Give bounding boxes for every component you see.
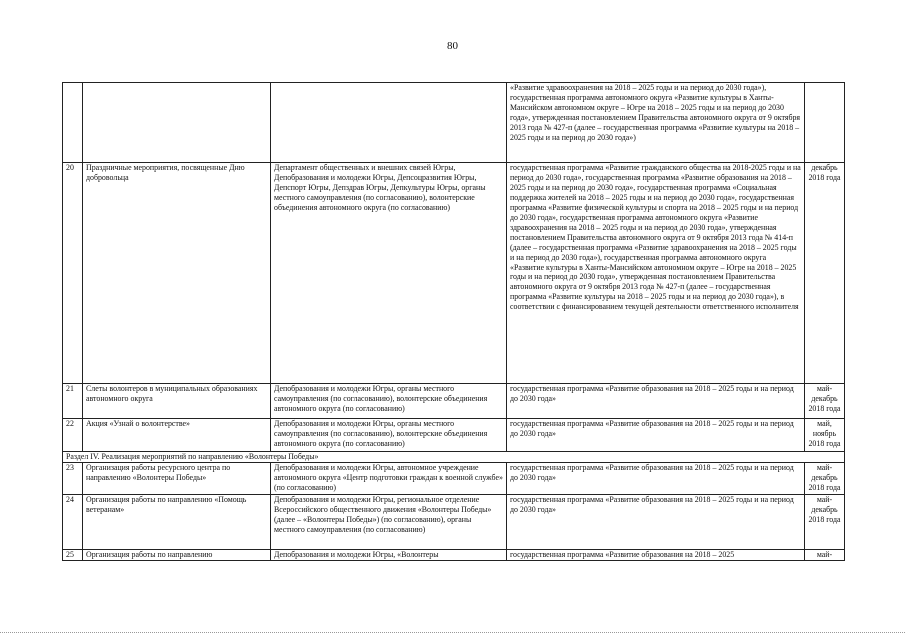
term-cell — [805, 83, 845, 163]
row-number: 21 — [63, 384, 83, 419]
financing-source-cell: государственная программа «Развитие образования на 2018 – 2025 — [507, 550, 805, 561]
executor-cell — [271, 83, 507, 163]
executor-cell: Депобразования и молодежи Югры, автономное учреждение автономного округа «Центр подготовки граждан к военной службе» (по согласованию) — [271, 463, 507, 495]
row-number: 24 — [63, 495, 83, 550]
table-row — [63, 495, 845, 550]
table-row — [63, 550, 845, 561]
executor-cell: Депобразования и молодежи Югры, «Волонтеры — [271, 550, 507, 561]
section-title: Раздел IV. Реализация мероприятий по направлению «Волонтеры Победы» — [63, 452, 845, 463]
row-number: 22 — [63, 419, 83, 452]
financing-source-cell: государственная программа «Развитие образования на 2018 – 2025 годы и на период до 2030 года» — [507, 384, 805, 419]
term-cell: декабрь 2018 года — [805, 163, 845, 384]
event-cell: Праздничные мероприятия, посвященные Дню добровольца — [83, 163, 271, 384]
table-row — [63, 83, 845, 163]
row-number: 20 — [63, 163, 83, 384]
term-cell: май-декабрь 2018 года — [805, 384, 845, 419]
term-cell: май-декабрь 2018 года — [805, 495, 845, 550]
financing-source-cell: «Развитие здравоохранения на 2018 – 2025 годы и на период до 2030 года»), государственная программа автономного округа «Развитие культуры в Ханты-Мансийском автономном округе – Югре на 2018 – 2025 годы и на период до 2030 года», утвержденная постановлением Правительства автономного округа от 9 октября 2013 года № 427-п (далее – государственная программа «Развитие культуры на 2018 – 2025 годы и на период до 2030 года») — [507, 83, 805, 163]
financing-source-cell: государственная программа «Развитие гражданского общества на 2018-2025 годы и на период до 2030 года», государственная программа «Развитие образования на 2018 – 2025 годы и на период до 2030 года», государственная программа «Социальная поддержка жителей на 2018 – 2025 годы и на период до 2030 года», государственная программа «Развитие физической культуры и спорта на 2018 – 2025 годы и на период до 2030 года», государственная программа автономного округа «Развитие здравоохранения на 2018 – 2025 годы и на период до 2030 года», утвержденная постановлением Правительства автономного округа от 9 октября 2013 года № 414-п (далее – государственная программа «Развитие здравоохранения на 2018 – 2025 годы и на период до 2030 года»), государственная программа автономного округа «Развитие культуры в Ханты-Мансийском автономном округе – Югре на 2018 – 2025 годы и на период до 2030 года», утвержденная постановлением Правительства автономного округа от 9 октября 2013 года № 427-п (далее – государственная программа «Развитие культуры на 2018 – 2025 годы и на период до 2030 года»), в соответствии с финансированием текущей деятельности ответственного исполнителя — [507, 163, 805, 384]
financing-source-cell: государственная программа «Развитие образования на 2018 – 2025 годы и на период до 2030 года» — [507, 419, 805, 452]
table-row — [63, 463, 845, 495]
event-cell: Слеты волонтеров в муниципальных образованиях автономного округа — [83, 384, 271, 419]
event-cell: Акция «Узнай о волонтерстве» — [83, 419, 271, 452]
event-cell: Организация работы по направлению «Помощь ветеранам» — [83, 495, 271, 550]
section-row — [63, 452, 845, 463]
row-number — [63, 83, 83, 163]
row-number: 25 — [63, 550, 83, 561]
event-cell: Организация работы по направлению — [83, 550, 271, 561]
term-cell: май-декабрь 2018 года — [805, 463, 845, 495]
executor-cell: Департамент общественных и внешних связей Югры, Депобразования и молодежи Югры, Депсоцразвития Югры, Депспорт Югры, Депздрав Югры, Депкультуры Югры, органы местного самоуправления (по согласованию), волонтерские объединения автономного округа (по согласованию) — [271, 163, 507, 384]
row-number: 23 — [63, 463, 83, 495]
scan-edge-divider — [0, 632, 905, 633]
table-row — [63, 163, 845, 384]
event-cell: Организация работы ресурсного центра по направлению «Волонтеры Победы» — [83, 463, 271, 495]
table-row — [63, 419, 845, 452]
activities-table — [62, 82, 845, 561]
executor-cell: Депобразования и молодежи Югры, органы местного самоуправления (по согласованию), волонтерские объединения автономного округа (по согласованию) — [271, 384, 507, 419]
executor-cell: Депобразования и молодежи Югры, органы местного самоуправления (по согласованию), волонтерские объединения автономного округа (по согласованию) — [271, 419, 507, 452]
event-cell — [83, 83, 271, 163]
term-cell: май- — [805, 550, 845, 561]
term-cell: май, ноябрь 2018 года — [805, 419, 845, 452]
executor-cell: Депобразования и молодежи Югры, региональное отделение Всероссийского общественного движения «Волонтеры Победы» (далее – «Волонтеры Победы») (по согласованию), органы местного самоуправления (по согласованию) — [271, 495, 507, 550]
table-row — [63, 384, 845, 419]
page-number: 80 — [447, 40, 458, 52]
financing-source-cell: государственная программа «Развитие образования на 2018 – 2025 годы и на период до 2030 года» — [507, 495, 805, 550]
financing-source-cell: государственная программа «Развитие образования на 2018 – 2025 годы и на период до 2030 года» — [507, 463, 805, 495]
